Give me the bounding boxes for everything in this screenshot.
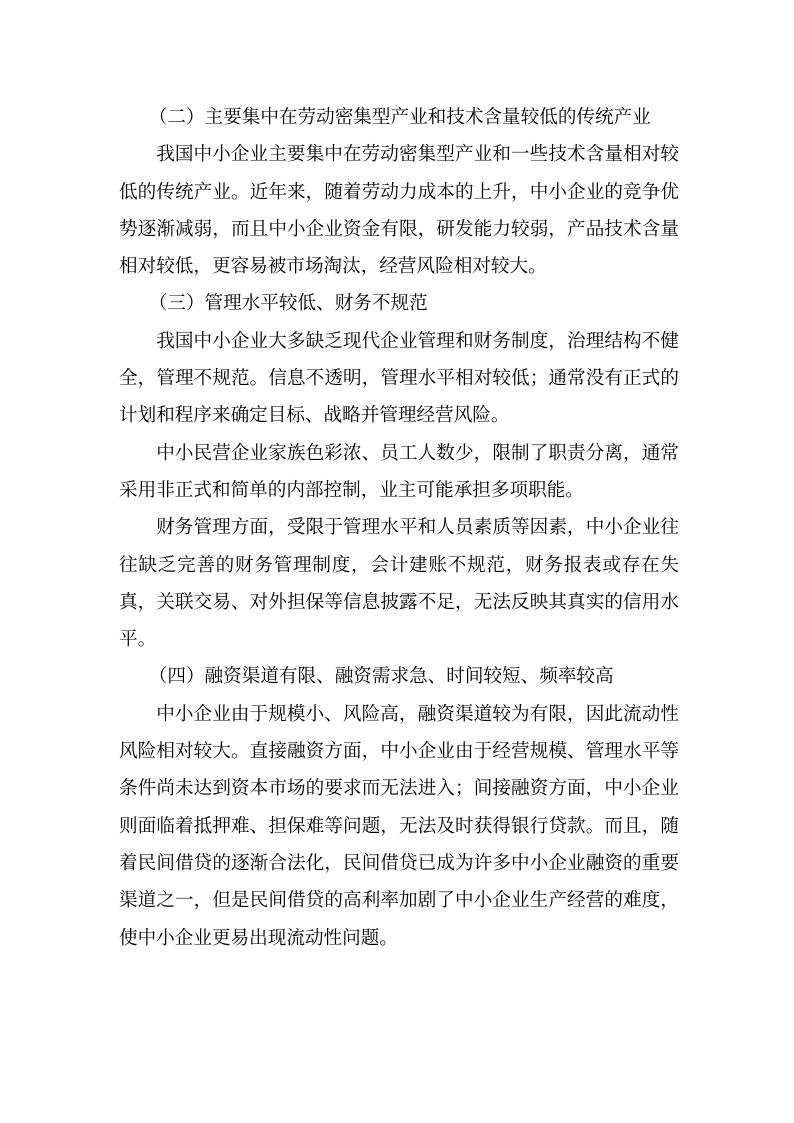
section-heading: （四）融资渠道有限、融资需求急、时间较短、频率较高 [148, 666, 614, 688]
body-paragraph: 中小企业由于规模小、风险高，融资渠道较为有限，因此流动性风险相对较大。直接融资方面，中小企业由于经营规模、管理水平等条件尚未达到资本市场的要求而无法进入；间接融资方面，中小企业则面临着抵押难、担保难等问题，无法及时获得银行贷款。而且，随着民间借贷的逐渐合法化，民间借贷已成为许多中小企业融资的重要渠道之一，但是民间借贷的高利率加剧了中小企业生产经营的难度，使中小企业更易出现流动性问题。 [119, 703, 679, 949]
document-body [119, 99, 679, 957]
body-paragraph: 中小民营企业家族色彩浓、员工人数少，限制了职责分离，通常采用非正式和简单的内部控制，业主可能承担多项职能。 [119, 442, 679, 501]
body-paragraph: 财务管理方面，受限于管理水平和人员素质等因素，中小企业往往缺乏完善的财务管理制度，会计建账不规范，财务报表或存在失真，关联交易、对外担保等信息披露不足，无法反映其真实的信用水平。 [119, 517, 679, 651]
body-paragraph: 我国中小企业主要集中在劳动密集型产业和一些技术含量相对较低的传统产业。近年来，随着劳动力成本的上升，中小企业的竞争优势逐渐减弱，而且中小企业资金有限，研发能力较弱，产品技术含量相对较低，更容易被市场淘汰，经营风险相对较大。 [119, 144, 679, 278]
body-paragraph: 我国中小企业大多缺乏现代企业管理和财务制度，治理结构不健全，管理不规范。信息不透明，管理水平相对较低；通常没有正式的计划和程序来确定目标、战略并管理经营风险。 [119, 330, 679, 427]
section-heading: （三）管理水平较低、财务不规范 [148, 293, 428, 315]
section-heading: （二）主要集中在劳动密集型产业和技术含量较低的传统产业 [148, 107, 651, 128]
